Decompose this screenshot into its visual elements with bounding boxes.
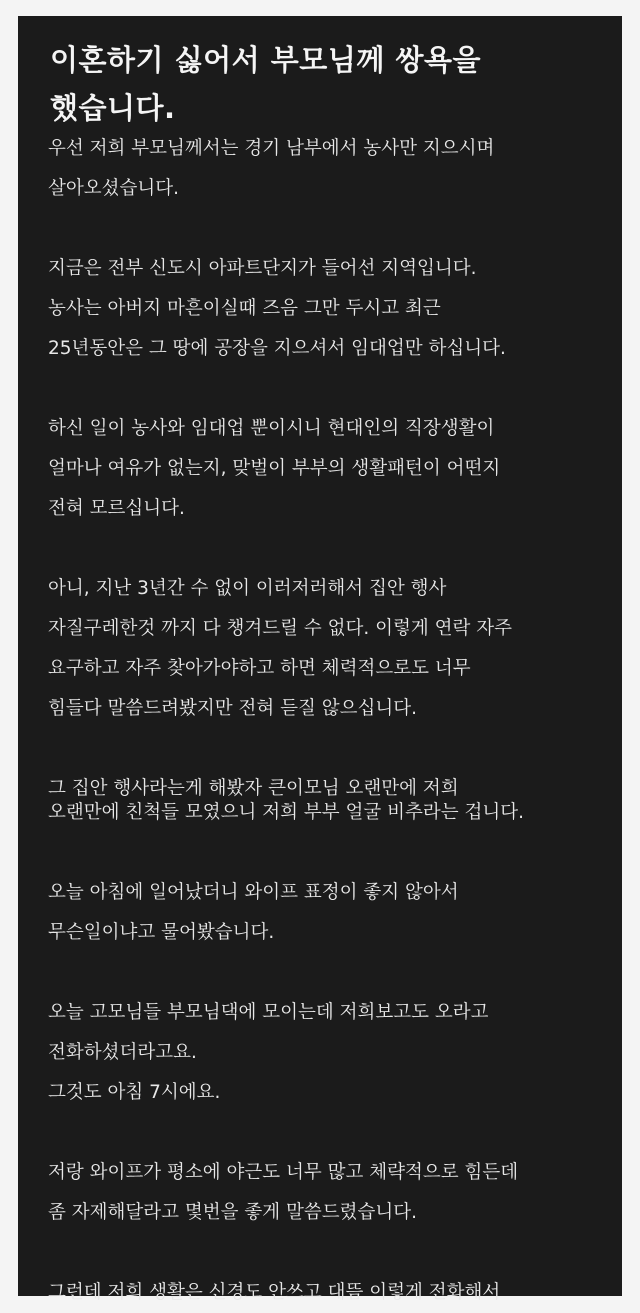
body-line: 자질구레한것 까지 다 챙겨드릴 수 없다. 이렇게 연락 자주 [48, 618, 512, 639]
body-line: 25년동안은 그 땅에 공장을 지으셔서 임대업만 하십니다. [48, 338, 506, 359]
post-card [18, 16, 622, 1303]
body-line: 그것도 아침 7시에요. [48, 1082, 221, 1103]
body-line: 지금은 전부 신도시 아파트단지가 들어선 지역입니다. [48, 258, 477, 279]
body-line: 무슨일이냐고 물어봤습니다. [48, 922, 275, 943]
post-title-line: 했습니다. [50, 91, 176, 125]
body-line: 전화하셨더라고요. [48, 1042, 197, 1063]
body-line: 요구하고 자주 찾아가야하고 하면 체력적으로도 너무 [48, 658, 471, 679]
body-line: 전혀 모르십니다. [48, 498, 185, 519]
body-line: 저랑 와이프가 평소에 야근도 너무 많고 체략적으로 힘든데 [48, 1162, 519, 1183]
body-line: 힘들다 말씀드려봤지만 전혀 듣질 않으십니다. [48, 698, 417, 719]
body-line: 아니, 지난 3년간 수 없이 이러저러해서 집안 행사 [48, 578, 447, 599]
post-body [48, 129, 618, 1313]
body-line: 오늘 아침에 일어났더니 와이프 표정이 좋지 않아서 [48, 882, 459, 903]
body-line: 좀 자제해달라고 몇번을 좋게 말씀드렸습니다. [48, 1202, 417, 1223]
body-line-clipped [48, 769, 618, 799]
post-title-line: 이혼하기 싫어서 부모님께 쌍욕을 [50, 43, 481, 77]
body-line: 그 집안 행사라는게 해봤자 큰이모님 오랜만에 저희 [48, 778, 459, 799]
body-line: 농사는 아버지 마흔이실때 즈음 그만 두시고 최근 [48, 298, 441, 319]
body-line: 얼마나 여유가 없는지, 맞벌이 부부의 생활패턴이 어떤지 [48, 458, 501, 479]
post-title [50, 36, 610, 132]
body-line: 살아오셨습니다. [48, 178, 179, 199]
body-line: 하신 일이 농사와 임대업 뿐이시니 현대인의 직장생활이 [48, 418, 495, 439]
body-line: 오늘 고모님들 부모님댁에 모이는데 저희보고도 오라고 [48, 1002, 489, 1023]
body-line: 그런데 저희 생활은 신경도 안쓰고 대뜸 이렇게 전화해서 [48, 1282, 501, 1303]
body-line: 오랜만에 친척들 모였으니 저희 부부 얼굴 비추라는 겁니다. [48, 802, 524, 823]
body-line: 우선 저희 부모님께서는 경기 남부에서 농사만 지으시며 [48, 138, 495, 159]
